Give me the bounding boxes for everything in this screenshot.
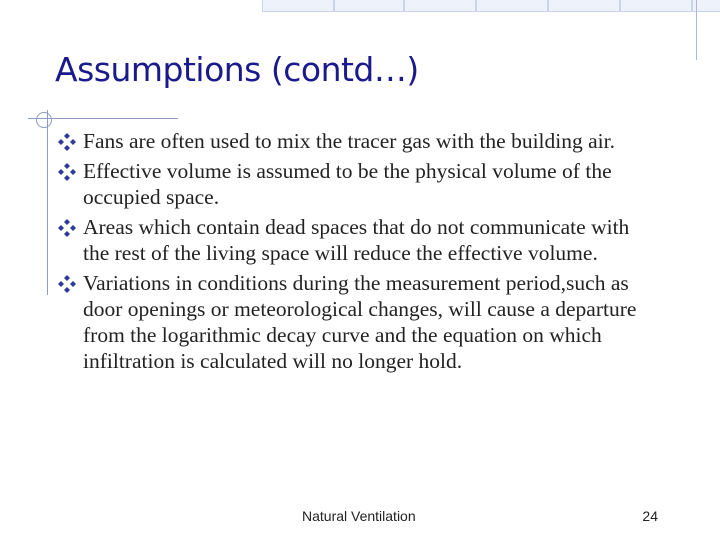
diamond-bullet-icon — [58, 133, 76, 151]
page-number: 24 — [642, 508, 658, 524]
slide-title: Assumptions (contd…) — [55, 50, 419, 89]
footer-text: Natural Ventilation — [302, 508, 416, 524]
grid-cell — [404, 0, 476, 12]
diamond-bullet-icon — [58, 163, 76, 181]
bullet-text: Variations in conditions during the measurement period,such as door openings or meteorological changes, will cause a departure from the logarithmic decay curve and the equation on which infiltration is calculated will no longer hold. — [83, 271, 637, 373]
grid-cell — [262, 0, 334, 12]
divider-circle — [36, 112, 52, 128]
bullet-text: Fans are often used to mix the tracer gas with the building air. — [83, 129, 615, 153]
diamond-bullet-icon — [58, 219, 76, 237]
decorative-vertical-line — [696, 0, 697, 60]
bullet-list — [58, 128, 658, 378]
bullet-item — [58, 214, 658, 266]
decorative-grid — [262, 0, 720, 12]
grid-cell — [548, 0, 620, 12]
grid-cell — [620, 0, 692, 12]
bullet-item — [58, 270, 658, 374]
bullet-item — [58, 158, 658, 210]
left-divider — [47, 110, 48, 295]
diamond-bullet-icon — [58, 275, 76, 293]
bullet-text: Areas which contain dead spaces that do not communicate with the rest of the living space will reduce the effective volume. — [83, 215, 630, 265]
grid-cell — [334, 0, 404, 12]
bullet-text: Effective volume is assumed to be the physical volume of the occupied space. — [83, 159, 612, 209]
bullet-item — [58, 128, 658, 154]
grid-cell — [476, 0, 548, 12]
